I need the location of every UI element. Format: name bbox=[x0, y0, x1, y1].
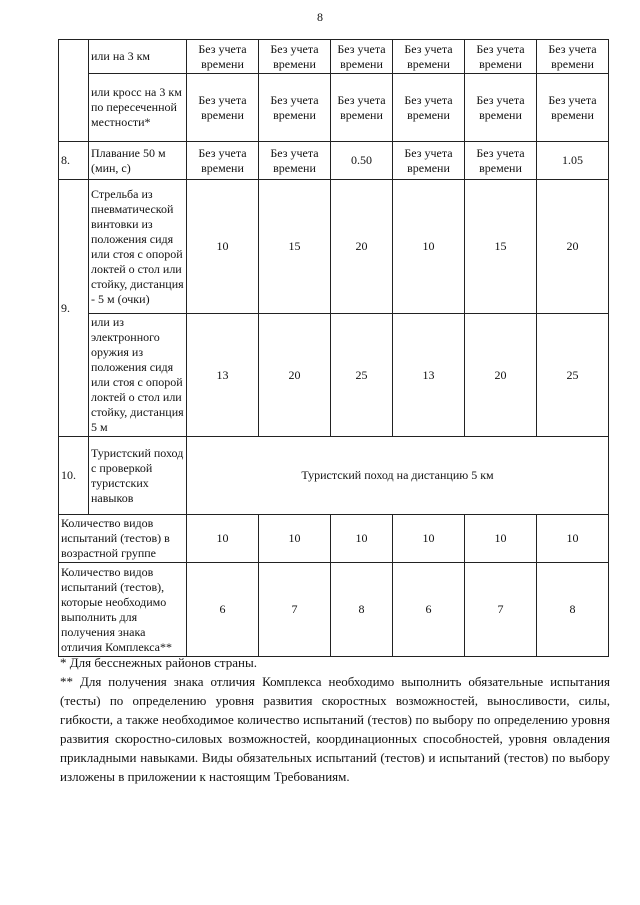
value-cell: 6 bbox=[393, 563, 465, 657]
value-cell: Без учета времени bbox=[187, 74, 259, 142]
value-cell: Без учета времени bbox=[465, 142, 537, 180]
value-cell: 20 bbox=[465, 314, 537, 437]
value-cell: Без учета времени bbox=[259, 40, 331, 74]
value-cell: 25 bbox=[537, 314, 609, 437]
value-cell: 25 bbox=[331, 314, 393, 437]
table-row bbox=[59, 437, 609, 515]
value-cell: 8 bbox=[331, 563, 393, 657]
value-cell: 15 bbox=[259, 180, 331, 314]
value-cell: 7 bbox=[259, 563, 331, 657]
value-cell: 6 bbox=[187, 563, 259, 657]
value-cell: 10 bbox=[465, 515, 537, 563]
value-cell: Без учета времени bbox=[187, 40, 259, 74]
summary-row bbox=[59, 563, 609, 657]
table-row bbox=[59, 40, 609, 74]
value-cell: Без учета времени bbox=[331, 40, 393, 74]
value-cell: 13 bbox=[187, 314, 259, 437]
value-cell: 7 bbox=[465, 563, 537, 657]
value-cell: 10 bbox=[259, 515, 331, 563]
row-number-cell: 8. bbox=[59, 142, 89, 180]
norms-table bbox=[58, 39, 609, 657]
table-row bbox=[59, 74, 609, 142]
value-cell: 15 bbox=[465, 180, 537, 314]
test-name-cell: Туристский поход с проверкой туристских навыков bbox=[89, 437, 187, 515]
footnote-badge-requirements: ** Для получения знака отличия Комплекса необходимо выполнить обязательные испытания (тесты) по определению уровня развития скоростных возможностей, выносливости, силы, гибкости, а также необходимое количество испытаний (тестов) по выбору по определению уровня развития скоростно-силовых возможностей, координационных способностей, уровня овладения прикладными навыками. Виды обязательных испытаний (тестов) и испытаний (тестов) по выбору изложены в приложении к настоящим Требованиям. bbox=[60, 674, 610, 784]
test-name-cell: или на 3 км bbox=[89, 40, 187, 74]
value-cell: Без учета времени bbox=[259, 74, 331, 142]
value-cell: 20 bbox=[331, 180, 393, 314]
value-cell: Без учета времени bbox=[393, 74, 465, 142]
value-cell: Без учета времени bbox=[187, 142, 259, 180]
value-cell: 1.05 bbox=[537, 142, 609, 180]
test-name-cell: или из электронного оружия из положения сидя или стоя с опорой локтей о стол или стойку, дистанция 5 м bbox=[89, 314, 187, 437]
footnote-snowless-regions: * Для бесснежных районов страны. bbox=[60, 655, 257, 670]
table-row bbox=[59, 314, 609, 437]
value-cell: Без учета времени bbox=[331, 74, 393, 142]
value-cell: Без учета времени bbox=[465, 40, 537, 74]
row-number-cell bbox=[59, 40, 89, 142]
value-cell: Без учета времени bbox=[393, 40, 465, 74]
value-cell: 10 bbox=[393, 180, 465, 314]
summary-row bbox=[59, 515, 609, 563]
value-cell: 10 bbox=[187, 515, 259, 563]
value-cell: Без учета времени bbox=[537, 74, 609, 142]
value-cell: 8 bbox=[537, 563, 609, 657]
test-name-cell: Стрельба из пневматической винтовки из положения сидя или стоя с опорой локтей о стол или стойку, дистанция - 5 м (очки) bbox=[89, 180, 187, 314]
value-cell: Без учета времени bbox=[465, 74, 537, 142]
value-cell: 10 bbox=[331, 515, 393, 563]
value-cell: 20 bbox=[537, 180, 609, 314]
value-cell: Без учета времени bbox=[537, 40, 609, 74]
merged-value-cell: Туристский поход на дистанцию 5 км bbox=[187, 437, 609, 515]
value-cell: Без учета времени bbox=[259, 142, 331, 180]
value-cell: 10 bbox=[187, 180, 259, 314]
test-name-cell: или кросс на 3 км по пересеченной местности* bbox=[89, 74, 187, 142]
row-number-cell: 9. bbox=[59, 180, 89, 437]
value-cell: Без учета времени bbox=[393, 142, 465, 180]
table-row bbox=[59, 180, 609, 314]
value-cell: 13 bbox=[393, 314, 465, 437]
value-cell: 10 bbox=[537, 515, 609, 563]
test-name-cell: Плавание 50 м (мин, с) bbox=[89, 142, 187, 180]
footnotes bbox=[60, 653, 610, 786]
summary-label-cell: Количество видов испытаний (тестов) в возрастной группе bbox=[59, 515, 187, 563]
value-cell: 20 bbox=[259, 314, 331, 437]
value-cell: 0.50 bbox=[331, 142, 393, 180]
value-cell: 10 bbox=[393, 515, 465, 563]
table-row bbox=[59, 142, 609, 180]
row-number-cell: 10. bbox=[59, 437, 89, 515]
page-number: 8 bbox=[317, 10, 323, 24]
summary-label-cell: Количество видов испытаний (тестов), которые необходимо выполнить для получения знака отличия Комплекса** bbox=[59, 563, 187, 657]
